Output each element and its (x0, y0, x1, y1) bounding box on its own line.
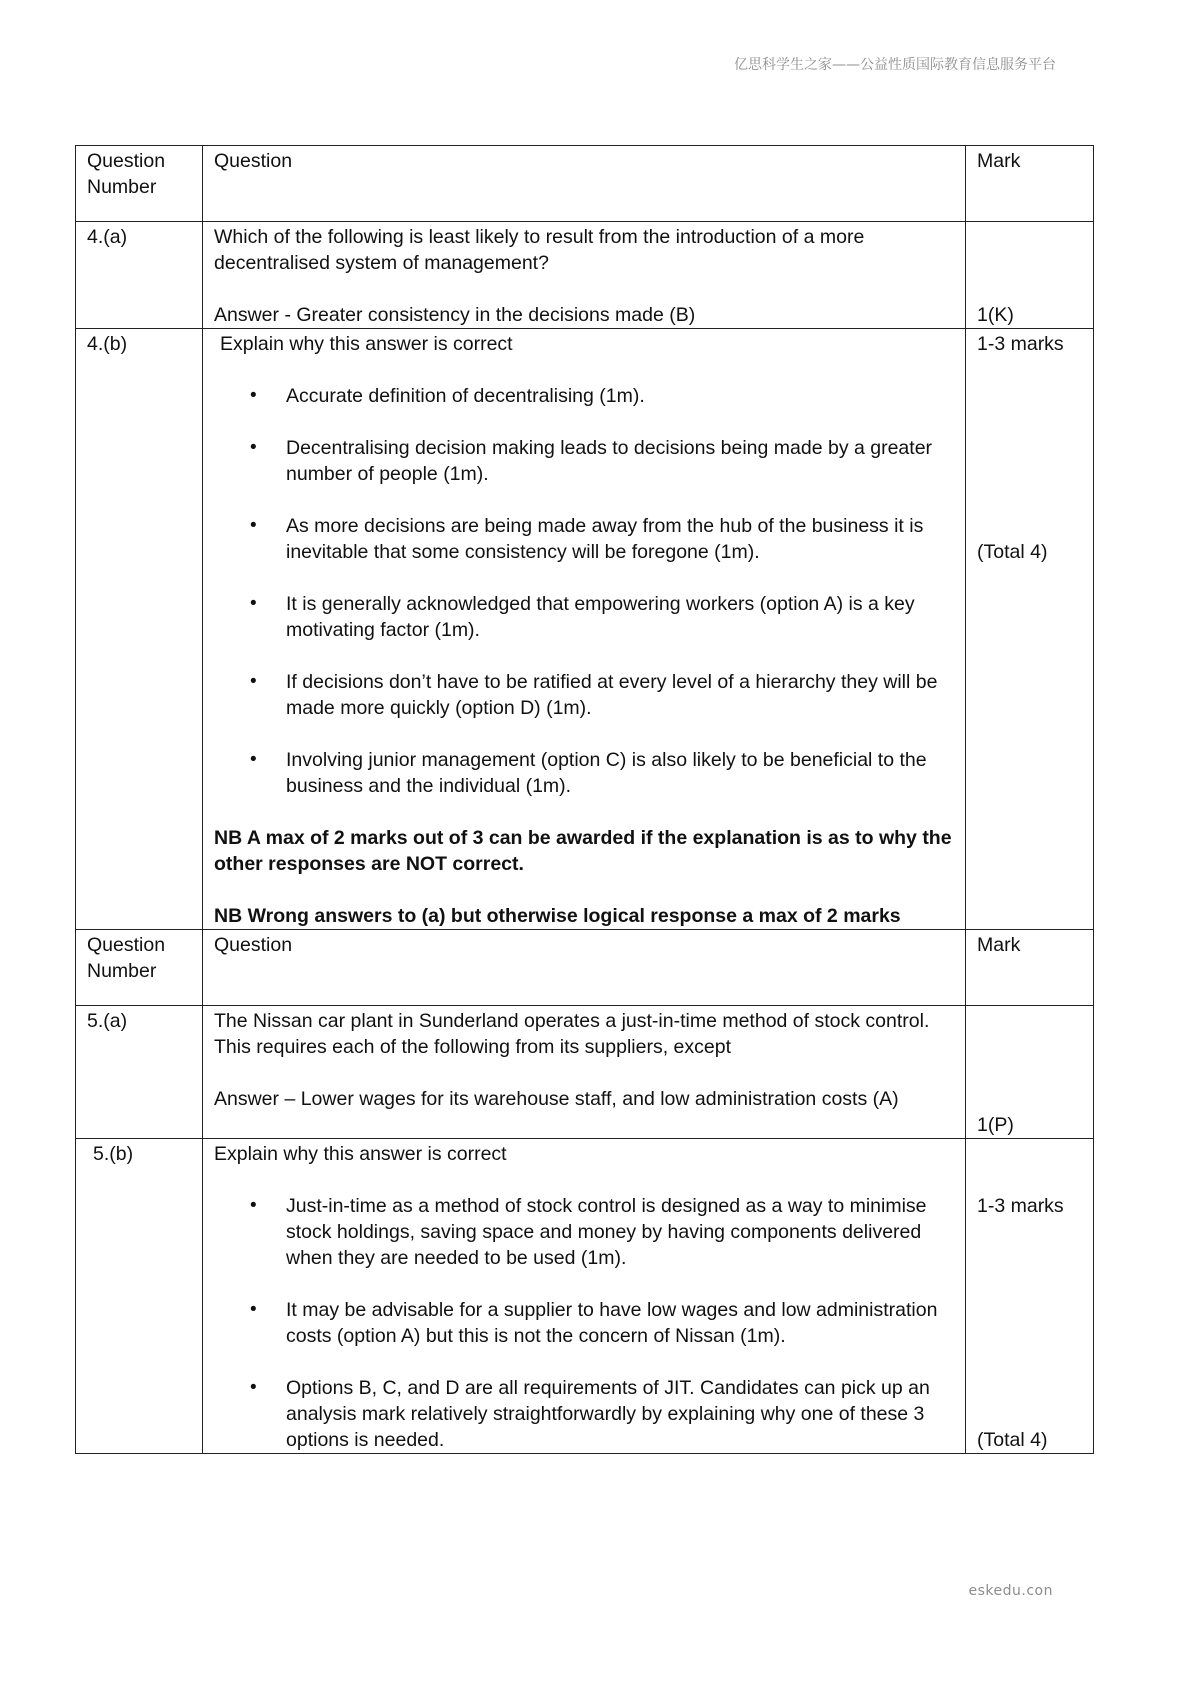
question-cell (203, 1006, 966, 1139)
explanation-list (214, 383, 954, 799)
answer-text: Answer – Lower wages for its warehouse staff, and low administration costs (A) (214, 1088, 899, 1110)
question-number: 5.(a) (76, 1006, 203, 1139)
nb-note: NB A max of 2 marks out of 3 can be awarded if the explanation is as to why the other responses are NOT correct. (214, 827, 952, 875)
mark-scheme-table (75, 145, 1094, 1454)
answer-text: Answer - Greater consistency in the decisions made (B) (214, 304, 696, 326)
question-cell (203, 222, 966, 329)
question-number: 4.(b) (76, 329, 203, 930)
header-question: Question (203, 930, 966, 1006)
mark-total: (Total 4) (977, 1429, 1048, 1451)
list-item: • Just-in-time as a method of stock control is designed as a way to minimise stock holdings, saving space and money by having components delivered when they are needed to be used (1m). (286, 1193, 954, 1271)
explain-prompt: Explain why this answer is correct (214, 1143, 507, 1165)
explain-prompt: Explain why this answer is correct (220, 333, 513, 355)
question-number (76, 1139, 203, 1454)
header-mark: Mark (966, 146, 1094, 222)
header-watermark: 亿思科学生之家——公益性质国际教育信息服务平台 (734, 57, 1056, 73)
list-item: • It is generally acknowledged that empowering workers (option A) is a key motivating factor (1m). (286, 591, 954, 643)
mark-cell (966, 222, 1094, 329)
list-item: • Decentralising decision making leads to decisions being made by a greater number of people (1m). (286, 435, 954, 487)
mark-value: 1(P) (977, 1114, 1014, 1136)
table-header-row (76, 146, 1094, 222)
question-cell (203, 329, 966, 930)
list-item: • If decisions don’t have to be ratified at every level of a hierarchy they will be made more quickly (option D) (1m). (286, 669, 954, 721)
question-cell (203, 1139, 966, 1454)
explanation-list (214, 1193, 954, 1453)
mark-cell (966, 1139, 1094, 1454)
mark-range: 1-3 marks (977, 1195, 1064, 1217)
list-item: • Accurate definition of decentralising (1m). (286, 383, 954, 409)
table-header-row (76, 930, 1094, 1006)
mark-range: 1-3 marks (977, 333, 1064, 355)
question-number-text: 5.(b) (93, 1143, 134, 1165)
table-row-4a (76, 222, 1094, 329)
question-text: Which of the following is least likely to result from the introduction of a more decentralised system of management? (214, 226, 865, 274)
mark-value: 1(K) (977, 304, 1014, 326)
header-question: Question (203, 146, 966, 222)
mark-cell (966, 329, 1094, 930)
table-row-4b (76, 329, 1094, 930)
mark-total: (Total 4) (977, 541, 1048, 563)
header-mark: Mark (966, 930, 1094, 1006)
nb-note: NB Wrong answers to (a) but otherwise logical response a max of 2 marks (214, 905, 901, 927)
header-question-number: Question Number (76, 930, 203, 1006)
question-text: The Nissan car plant in Sunderland operates a just-in-time method of stock control. This requires each of the following from its suppliers, except (214, 1010, 930, 1058)
list-item: • Options B, C, and D are all requirements of JIT. Candidates can pick up an analysis mark relatively straightforwardly by explaining why one of these 3 options is needed. (286, 1375, 954, 1453)
table-row-5a (76, 1006, 1094, 1139)
list-item: • Involving junior management (option C) is also likely to be beneficial to the business and the individual (1m). (286, 747, 954, 799)
list-item: • As more decisions are being made away from the hub of the business it is inevitable that some consistency will be foregone (1m). (286, 513, 954, 565)
footer-watermark: eskedu.con (968, 1583, 1053, 1599)
table-row-5b (76, 1139, 1094, 1454)
header-question-number: Question Number (76, 146, 203, 222)
question-number: 4.(a) (76, 222, 203, 329)
list-item: • It may be advisable for a supplier to have low wages and low administration costs (option A) but this is not the concern of Nissan (1m). (286, 1297, 954, 1349)
mark-cell (966, 1006, 1094, 1139)
